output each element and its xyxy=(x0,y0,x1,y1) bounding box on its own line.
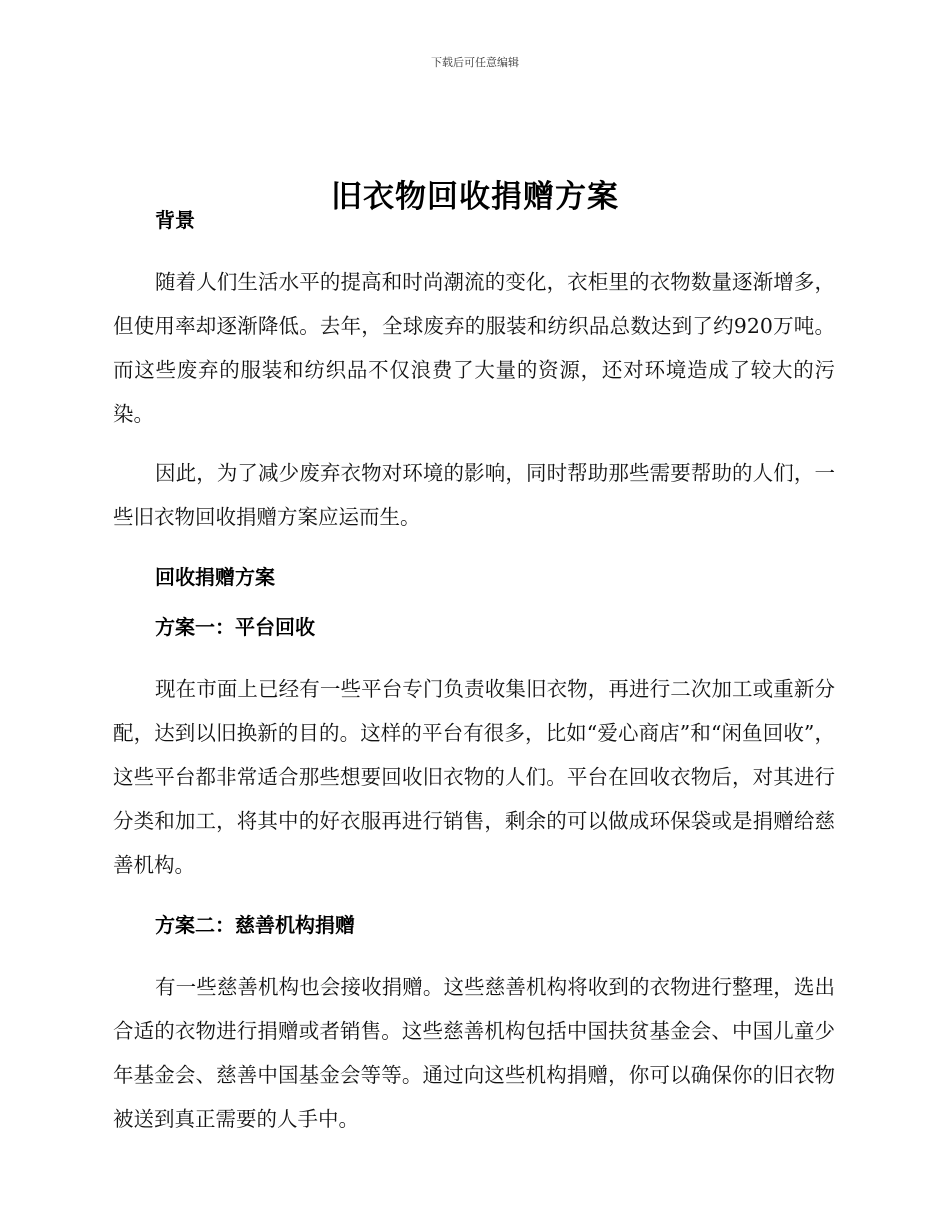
section-heading-background: 背景 xyxy=(155,208,195,232)
paragraph-plan-2: 有一些慈善机构也会接收捐赠。这些慈善机构将收到的衣物进行整理，选出合适的衣物进行捐赠或者销售。这些慈善机构包括中国扶贫基金会、中国儿童少年基金会、慈善中国基金会等等。通过向这些机构捐赠，你可以确保你的旧衣物被送到真正需要的人手中。 xyxy=(113,975,835,1131)
paragraph-plan-1: 现在市面上已经有一些平台专门负责收集旧衣物，再进行二次加工或重新分配，达到以旧换新的目的。这样的平台有很多，比如“爱心商店”和“闲鱼回收”，这些平台都非常适合那些想要回收旧衣物的人们。平台在回收衣物后，对其进行分类和加工，将其中的好衣服再进行销售，剩余的可以做成环保袋或是捐赠给慈善机构。 xyxy=(113,677,835,877)
document-title: 旧衣物回收捐赠方案 xyxy=(331,178,619,215)
subsection-heading-plan-2: 方案二：慈善机构捐赠 xyxy=(155,913,355,937)
header-note: 下载后可任意编辑 xyxy=(431,56,519,69)
paragraph-background-1: 随着人们生活水平的提高和时尚潮流的变化，衣柜里的衣物数量逐渐增多，但使用率却逐渐降低。去年，全球废弃的服装和纺织品总数达到了约920万吨。而这些废弃的服装和纺织品不仅浪费了大量的资源，还对环境造成了较大的污染。 xyxy=(113,270,835,426)
subsection-heading-plan-1: 方案一：平台回收 xyxy=(155,615,315,639)
section-heading-plan: 回收捐赠方案 xyxy=(155,565,275,589)
paragraph-background-2: 因此，为了减少废弃衣物对环境的影响，同时帮助那些需要帮助的人们，一些旧衣物回收捐赠方案应运而生。 xyxy=(113,461,835,529)
document-body xyxy=(113,206,835,1141)
